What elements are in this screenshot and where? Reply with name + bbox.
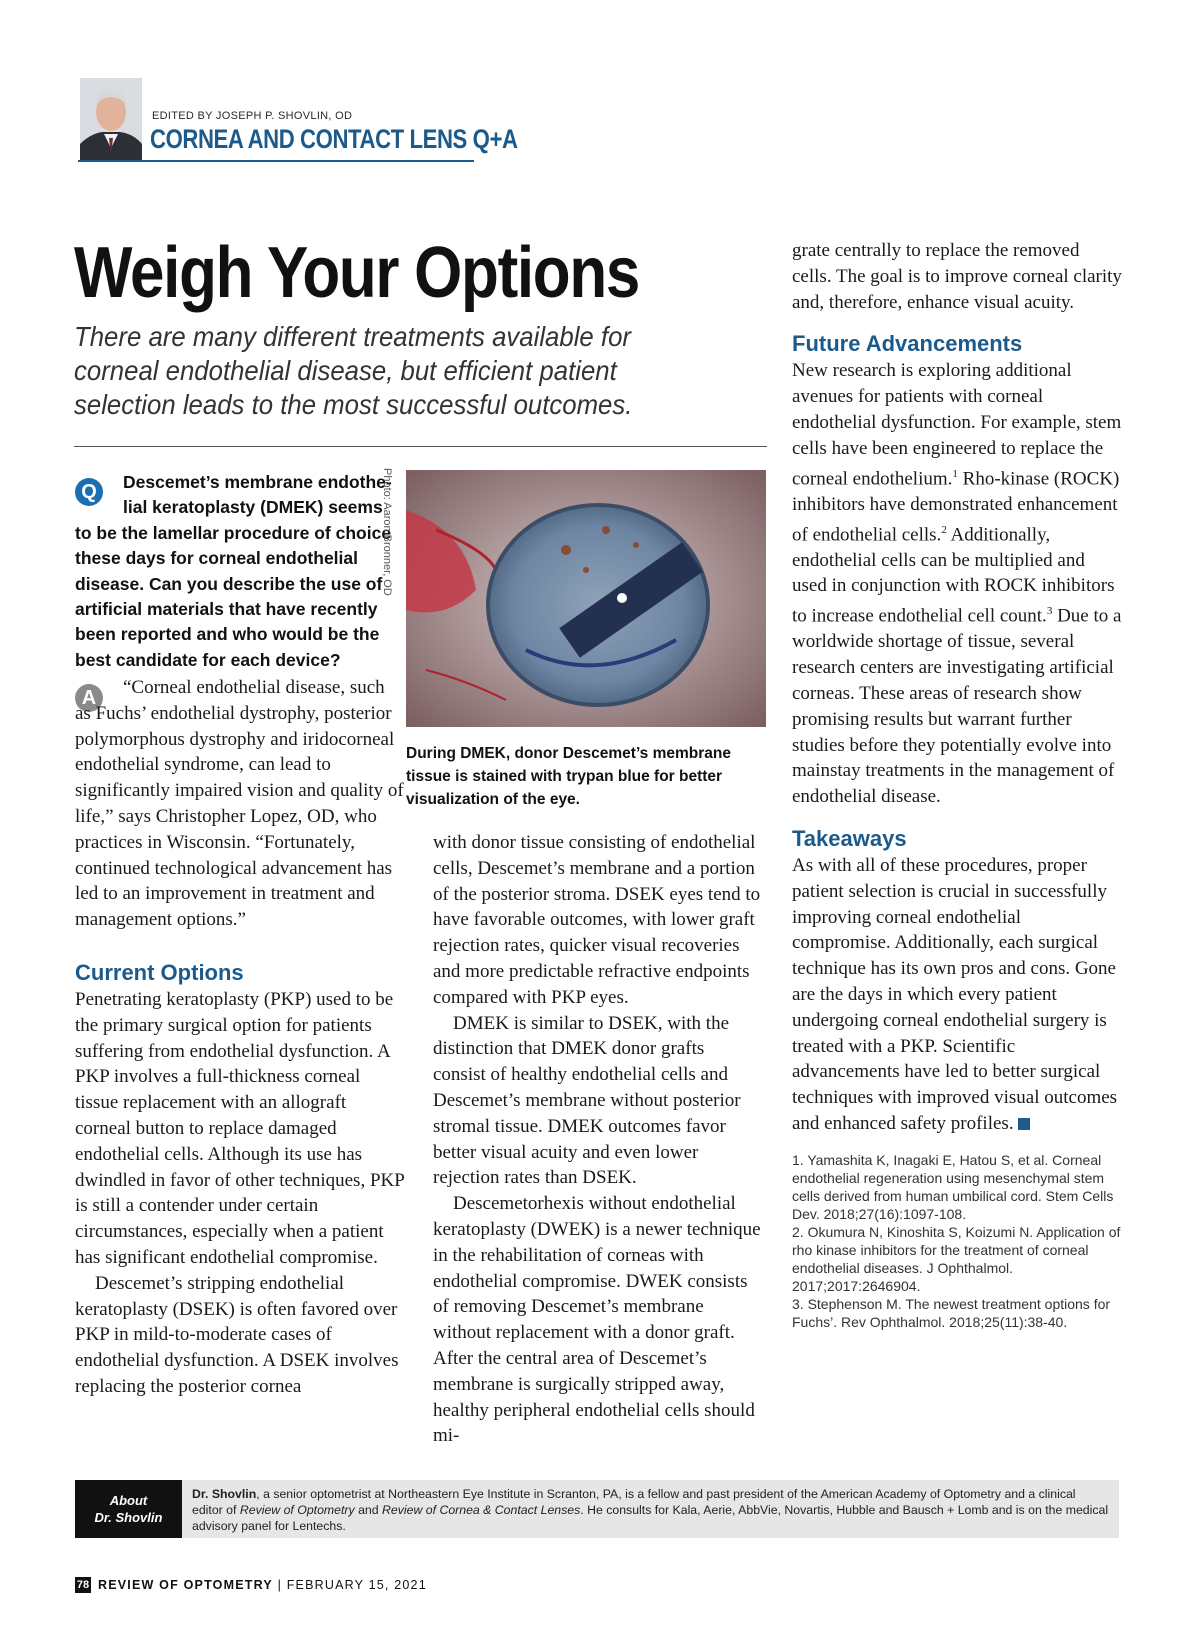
reference-item: 3. Stephenson M. The newest treatment options for Fuchs’. Rev Ophthalmol. 2018;25(11):38-40.	[792, 1295, 1111, 1330]
answer-badge: A	[75, 684, 103, 712]
answer-paragraph: “Corneal endothelial disease, such as Fuchs’ endothelial dystrophy, posterior polymorphous dystrophy and iridocorneal endothelial syndrome, can lead to significantly impaired vision and quality of life,” says Christopher Lopez, OD, who practices in Wisconsin. “Fortunately, continued technological advancement has led to an improvement in treatment and management options.”	[75, 677, 404, 931]
header-rule	[78, 160, 474, 162]
heading-current-options: Current Options	[75, 959, 244, 985]
future-paragraph: New research is exploring additional avenues for patients with corneal endothelial dysfunction. For example, stem cells have been engineered to replace the corneal endothelium.$^1$ Rho-kinase (ROCK) inhibitors have demonstrated enhancement of endothelial cells.$^2$ Additionally, endothelial cells can be multiplied and used in conjunction with ROCK inhibitors to increase endothelial cell count.$^3$ Due to a worldwide shortage of tissue, several research centers are investigating artificial corneas. These areas of research show promising results but warrant further studies before they potentially evolve into mainstay treatments in the management of endothelial disease.	[792, 360, 1122, 808]
current-paragraph-1: Penetrating keratoplasty (PKP) used to be the primary surgical option for patients suffering from endothelial dysfunction. A PKP involves a full-thickness corneal tissue replacement with an allograft corneal button to replace damaged endothelial cells. Although its use has dwindled in favor of other techniques, PKP is still a contender under certain circumstances, especially when a patient has significant endothelial compromise.	[75, 988, 405, 1268]
article-deck: There are many different treatments available for corneal endothelial disease, but efficient patient selection leads to the most successful outcomes.	[74, 321, 633, 420]
about-label: About Dr. Shovlin	[75, 1480, 182, 1538]
footer-line: REVIEW OF OPTOMETRY | FEBRUARY 15, 2021	[98, 1578, 427, 1592]
right-column	[792, 238, 1122, 1331]
middle-paragraph-1: with donor tissue consisting of endothelial cells, Descemet’s membrane and a portion of the posterior stroma. DSEK eyes tend to have favorable outcomes, with lower graft rejection rates, quicker visual recoveries and more predictable refractive endpoints compared with PKP eyes.	[433, 832, 761, 1008]
title-divider	[74, 446, 767, 447]
current-paragraph-2: Descemet’s stripping endothelial keratoplasty (DSEK) is often favored over PKP in mild-to-moderate cases of endothelial dysfunction. A DSEK involves replacing the posterior cornea	[75, 1272, 399, 1397]
reference-item: 1. Yamashita K, Inagaki E, Hatou S, et al. Corneal endothelial regeneration using mesenchymal stem cells derived from human umbilical cord. Stem Cells Dev. 2018;27(16):1097-108.	[792, 1151, 1114, 1222]
editor-avatar	[80, 78, 142, 162]
left-column	[75, 675, 405, 1400]
square-end-mark-icon	[1018, 1118, 1030, 1130]
question-badge: Q	[75, 478, 103, 506]
takeaways-paragraph: As with all of these procedures, proper patient selection is crucial in successfully improving corneal endothelial compromise. Additionally, each surgical technique has its own pros and cons. Gone are the days in which every patient undergoing corneal endothelial surgery is treated with a PKP. Scientific advancements have led to better surgical techniques with improved visual outcomes and enhanced safety profiles.	[792, 854, 1118, 1134]
middle-paragraph-3: Descemetorhexis without endothelial keratoplasty (DWEK) is a newer technique in the rehabilitation of corneas with endothelial compromise. DWEK consists of removing Descemet’s membrane without replacement with a donor graft. After the central area of Descemet’s membrane is surgically stripped away, healthy peripheral endothelial cells should mi-	[433, 1193, 761, 1447]
question-line-2: lial keratoplasty (DMEK) seems	[123, 497, 383, 518]
question-text	[75, 470, 395, 673]
heading-future-advancements: Future Advancements	[792, 331, 1023, 357]
right-paragraph-1: grate centrally to replace the removed cells. The goal is to improve corneal clarity and, therefore, enhance visual acuity.	[792, 240, 1122, 313]
issue-date: FEBRUARY 15, 2021	[286, 1578, 427, 1592]
middle-column	[433, 830, 761, 1449]
heading-takeaways: Takeaways	[792, 825, 907, 851]
section-title: CORNEA AND CONTACT LENS Q+A	[150, 124, 518, 154]
eye-photo	[406, 470, 766, 727]
references-list	[792, 1151, 1122, 1331]
about-bio: Dr. Shovlin, a senior optometrist at Northeastern Eye Institute in Scranton, PA, is a fellow and past president of the American Academy of Optometry and a clinical editor of Review of Optometry and Review of Cornea & Contact Lenses. He consults for Kala, Aerie, AbbVie, Novartis, Hubble and Bausch + Lomb and is on the medical advisory panel for Lentechs.	[182, 1480, 1119, 1538]
photo-credit: Photo: Aaron Bronner, OD	[381, 468, 393, 596]
photo-caption: During DMEK, donor Descemet’s membrane tissue is stained with trypan blue for better visualization of the eye.	[406, 745, 731, 808]
magazine-name: REVIEW OF OPTOMETRY	[98, 1578, 273, 1592]
page-number: 78	[76, 1579, 90, 1591]
question-rest: to be the lamellar procedure of choice these days for corneal endothelial disease. Can you describe the use of artificial materials that have recently been reported and who would be the best candidate for each device?	[75, 522, 392, 670]
reference-item: 2. Okumura N, Kinoshita S, Koizumi N. Application of rho kinase inhibitors for the treatment of corneal endothelial diseases. J Ophthalmol. 2017;2017:2646904.	[792, 1223, 1121, 1294]
edited-by: EDITED BY JOSEPH P. SHOVLIN, OD	[152, 110, 353, 122]
question-line-1: Descemet’s membrane endothe-	[123, 472, 392, 492]
middle-paragraph-2: DMEK is similar to DSEK, with the distinction that DMEK donor grafts consist of healthy endothelial cells and Descemet’s membrane without posterior stromal tissue. DMEK outcomes favor better visual acuity and even lower rejection rates than DSEK.	[433, 1012, 741, 1189]
article-title: Weigh Your Options	[74, 233, 640, 313]
